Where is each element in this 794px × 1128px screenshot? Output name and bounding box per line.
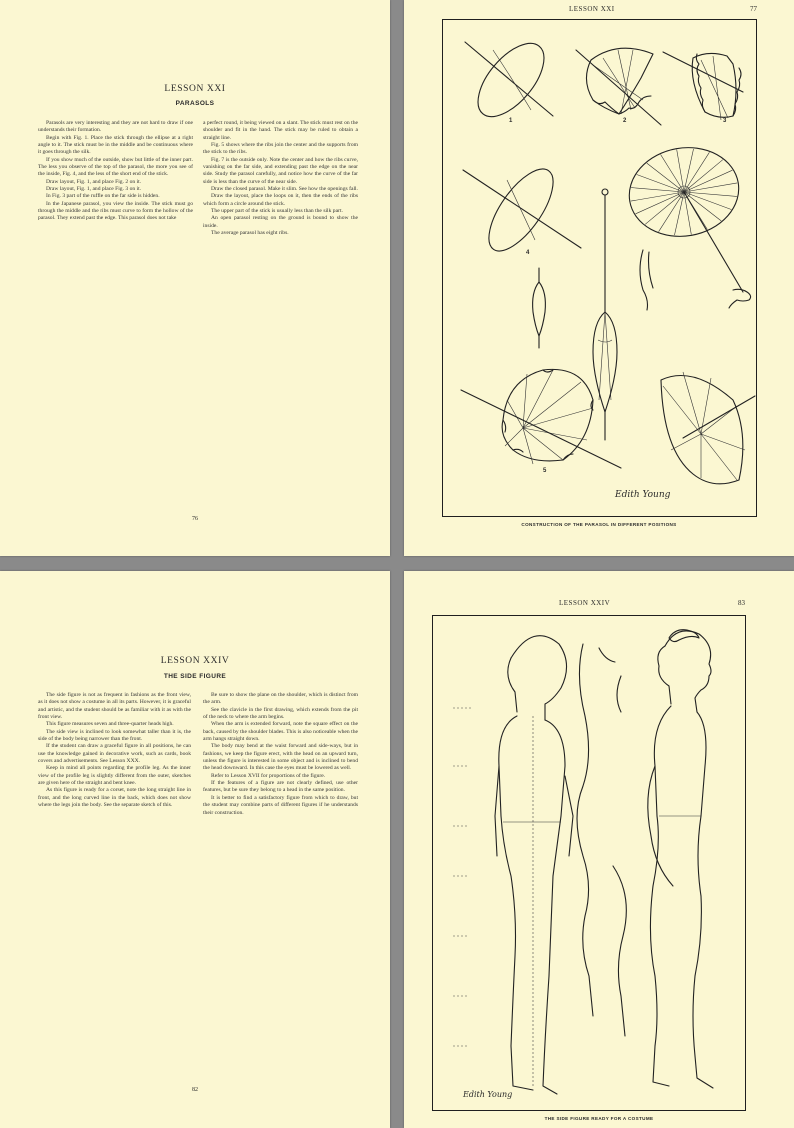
paragraph: The side figure is not as frequent in fashions as the front view, as it does not show a costume in all its parts. However, it is graceful and artistic, and the student should be as familiar with it as with the front view. (38, 692, 191, 721)
parasol-plate (442, 19, 757, 517)
paragraph: Parasols are very interesting and they are not hard to draw if one understands their formation. (38, 120, 193, 134)
paragraph: If the student can draw a graceful figure in all positions, he can use the knowledge gained in decorative work, such as cards, book covers and advertisements. See Lesson XXX. (38, 743, 191, 765)
paragraph: This figure measures seven and three-quarter heads high. (46, 721, 174, 728)
running-head: LESSON XXIV (559, 599, 611, 607)
paragraph: In the Japanese parasol, you view the inside. The stick must go through the middle and the ribs must curve to form the hollow of the parasol. They extend past the edge. This parasol does not take (38, 200, 193, 222)
fig-label: 3 (723, 118, 727, 124)
section-title: PARASOLS (175, 100, 215, 107)
paragraph: a perfect round, it being viewed on a slant. The stick must rest on the shoulder and fit in the hand. The stick may be ruled to obtain a straight line. (203, 120, 358, 141)
page-number: 77 (750, 5, 757, 13)
paragraph: The upper part of the stick is usually less than the silk part. (211, 208, 343, 215)
parasol-rib (631, 192, 684, 201)
artist-signature: Edith Young (463, 1090, 513, 1099)
parasol-rib (684, 192, 721, 221)
fig-label: 1 (509, 118, 513, 124)
paragraph: Draw the layout, place the loops on it, then the ends of the ribs which form a circle around the stick. (203, 193, 358, 207)
text-column-right (203, 692, 358, 817)
parasol-rib (631, 188, 684, 192)
parasol-rib (684, 183, 737, 192)
paragraph: Fig. 7 is the outside only. Note the center and how the ribs curve, vanishing on the far side, and extending past the edge on the near side. Study the parasol carefully, and notice how the curve of the far side is less than the curve of the near side. (203, 156, 358, 185)
page-number: 76 (192, 516, 198, 522)
paragraph: When the arm is extended forward, note the square effect on the back, caused by the shoulder blades. This is also noticeable when the arm hangs straight down. (203, 721, 358, 743)
section-title: THE SIDE FIGURE (163, 673, 227, 680)
parasol-fig-1 (465, 32, 556, 128)
parasol-fig-6 (661, 372, 755, 484)
paragraph: The body may bend at the waist forward and side-ways, but in fashions, we keep the figure erect, with the head on an upward turn, unless the figure is interested in some object and is inclined to bend the head downward. In this case the eyes must be lowered as well. (203, 743, 358, 772)
proportion-figure (453, 636, 573, 1094)
closed-parasol (533, 189, 617, 440)
parasol-fig-3 (663, 52, 743, 120)
paragraph: See the clavicle in the first drawing, which extends from the pit of the neck to where the arm begins. (203, 706, 358, 721)
page-number: 83 (738, 599, 745, 607)
paragraph: Draw layout, Fig. 1, and place Fig. 2 on it. (46, 178, 142, 185)
parasol-rib (647, 163, 684, 192)
artist-signature: Edith Young (615, 490, 671, 500)
paragraph: The average parasol has eight ribs. (211, 230, 289, 237)
paragraph: The side view is inclined to look somewhat taller than it is, the side of the body being narrower than the front. (38, 728, 191, 743)
page-83 (404, 571, 794, 1128)
paragraph: If the features of a figure are not clearly defined, use other features, but be sure they belong to a head in the same position. (203, 780, 358, 794)
fig-label: 2 (623, 118, 627, 124)
parasol-rib (684, 192, 731, 210)
parasol-fig-2 (576, 48, 661, 125)
side-figure-plate (432, 615, 746, 1111)
lesson-title: LESSON XXI (164, 84, 226, 94)
parasol-illustrations (443, 20, 756, 516)
text-column-left (38, 120, 193, 223)
profile-torso-sketch (577, 644, 626, 1036)
paragraph: In Fig. 3 part of the ruffle on the far side is hidden. (46, 193, 160, 200)
lesson-title: LESSON XXIV (160, 656, 230, 666)
paragraph: If you show much of the outside, show but little of the inner part. The less you observe of the top of the parasol, the more you see of the inside, Fig. 4, and the less of the short end of the stick. (38, 156, 193, 178)
side-figure-illustrations (433, 616, 745, 1110)
page-number: 82 (192, 1087, 198, 1093)
page-82 (0, 571, 390, 1128)
paragraph: Refer to Lesson XVII for proportions of the figure. (211, 772, 326, 779)
paragraph: As this figure is ready for a corset, note the long straight line in front, and the long curved line in the back, which does not show where the legs join the body. See the separate sketch of this. (38, 787, 191, 809)
text-column-left (38, 692, 191, 810)
parasol-rib (684, 192, 737, 196)
paragraph: It is better to find a satisfactory figure from which to draw, but the student may combine parts of different figures if he understands their construction. (203, 794, 358, 816)
paragraph: Fig. 5 shows where the ribs join the center and the supports from the stick to the ribs. (203, 142, 358, 156)
fig-label: 5 (543, 468, 547, 474)
paragraph: An open parasol resting on the ground is bound to show the inside. (203, 215, 358, 229)
paragraph: Begin with Fig. 1. Place the stick through the ellipse at a right angle to it. The stick must be in the middle and be continuous where it goes through the silk. (38, 134, 193, 156)
paragraph: Draw layout, Fig. 1, and place Fig. 3 on it. (46, 186, 142, 193)
side-figure (648, 630, 713, 1088)
text-column-right (203, 120, 358, 238)
parasol-fig-4 (463, 159, 581, 261)
paragraph: Be sure to show the plane on the shoulder, which is distinct from the arm. (203, 692, 358, 706)
paragraph: Draw the closed parasol. Make it slim. See how the openings fall. (211, 186, 358, 193)
page-77 (404, 0, 794, 556)
running-head: LESSON XXI (569, 5, 615, 13)
figure-caption: CONSTRUCTION OF THE PARASOL IN DIFFERENT POSITIONS (521, 522, 677, 527)
parasol-rib (637, 175, 684, 193)
figure-caption: THE SIDE FIGURE READY FOR A COSTUME (544, 1116, 654, 1121)
fig-label: 4 (526, 250, 530, 256)
japanese-parasol (622, 139, 750, 310)
paragraph: Keep in mind all points regarding the profile leg. As the inner view of the profile leg is slightly different from the outer, sketches are given here of the straight and bent knee. (38, 765, 191, 787)
page-76 (0, 0, 390, 556)
